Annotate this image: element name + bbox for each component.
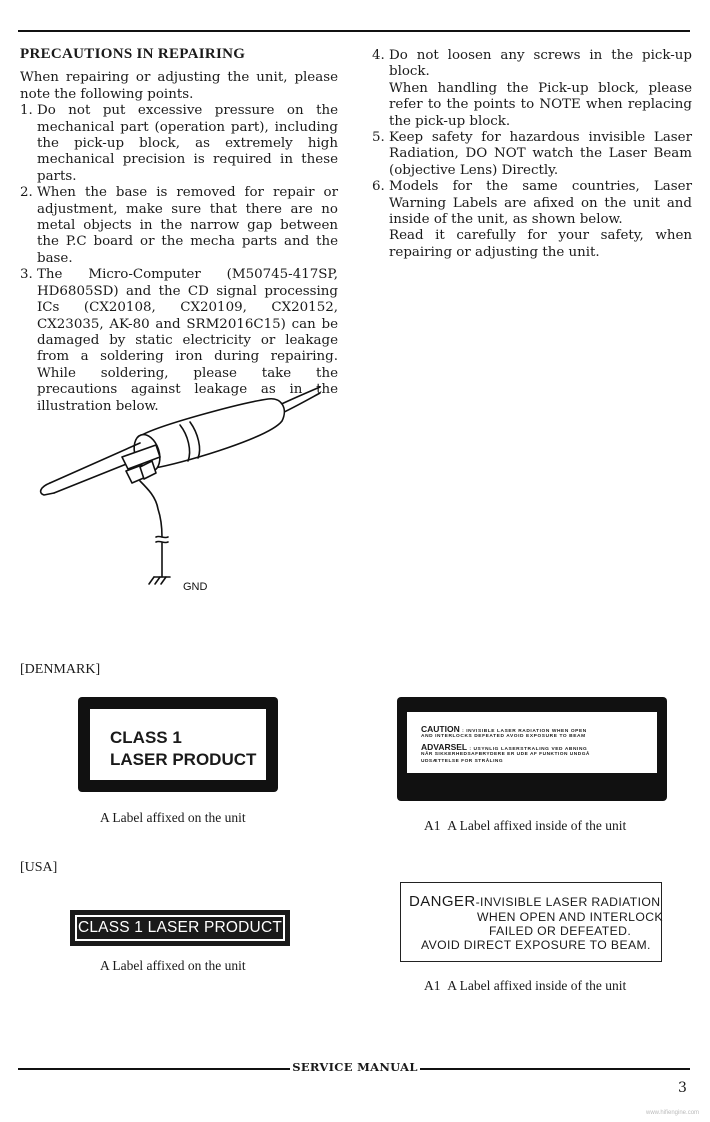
- advarsel-text-3: UDSÆTTELSE FOR STRÅLING: [421, 759, 504, 764]
- item-number: 2.: [20, 185, 33, 201]
- watermark: www.hifiengine.com: [646, 1110, 700, 1116]
- left-column: [20, 46, 338, 415]
- caption-usa-unit: A Label affixed on the unit: [100, 958, 246, 973]
- item-text: Read it carefully for your safety, when repairing or adjusting the unit.: [389, 228, 692, 260]
- page-number: 3: [678, 1080, 687, 1096]
- label-line-1: CLASS 1: [110, 728, 182, 747]
- footer-label: SERVICE MANUAL: [292, 1060, 418, 1074]
- item-number: 6.: [372, 179, 385, 195]
- item-text: Do not put excessive pressure on the mechanical part (operation part), including the pick-up block, as extremely high mechanical precision is required in these parts.: [37, 103, 338, 184]
- item-text: When the base is removed for repair or adjustment, make sure that there are no metal objects in the narrow gap between the P.C board or the mecha parts and the base.: [37, 185, 338, 266]
- list-item: [372, 179, 692, 261]
- caption-denmark-inside: A1 A Label affixed inside of the unit: [424, 818, 627, 833]
- class1-label-usa-text: CLASS 1 LASER PRODUCT: [75, 915, 285, 941]
- danger-line-1: -INVISIBLE LASER RADIATION: [475, 895, 661, 909]
- caption-ref: A1: [424, 978, 441, 993]
- top-rule: [18, 30, 690, 32]
- precautions-list-left: [20, 103, 338, 415]
- item-text: Keep safety for hazardous invisible Laser Radiation, DO NOT watch the Laser Beam (objective Lens) Directly.: [389, 130, 692, 178]
- list-item: [372, 130, 692, 179]
- caution-text-2: AND INTERLOCKS DEFEATED AVOID EXPOSURE TO BEAM: [421, 734, 586, 739]
- item-number: 1.: [20, 103, 33, 119]
- item-text: The Micro-Computer (M50745-417SP, HD6805SD) and the CD signal processing ICs (CX20108, CX20109, CX20152, CX23035, AK-80 and SRM2016C15) can be damaged by static electricity or leakage from a soldering iron during repairing. While soldering, please take the precautions against leakage as in the illustration below.: [37, 267, 338, 414]
- danger-word: DANGER: [409, 893, 476, 910]
- section-title: PRECAUTIONS IN REPAIRING: [20, 46, 246, 62]
- precautions-list-right: [372, 48, 692, 261]
- caution-text-1: : INVISIBLE LASER RADIATION WHEN OPEN: [462, 729, 587, 734]
- region-heading-usa: [USA]: [20, 860, 58, 875]
- list-item: [20, 103, 338, 185]
- caption-usa-inside: A1 A Label affixed inside of the unit: [424, 978, 627, 993]
- item-number: 4.: [372, 48, 385, 63]
- item-number: 3.: [20, 267, 33, 283]
- danger-line-2: WHEN OPEN AND INTERLOCK: [477, 910, 663, 924]
- advarsel-word: ADVARSEL: [421, 742, 467, 752]
- region-heading-denmark: [DENMARK]: [20, 662, 101, 677]
- class1-label-usa: [70, 910, 290, 946]
- caption-denmark-unit: A Label affixed on the unit: [100, 810, 246, 825]
- danger-label-usa: [400, 882, 662, 962]
- advarsel-text-1: : USYNLIG LASERSTRALING VED ABNING: [469, 747, 588, 752]
- advarsel-text-2: NÅR SIKKERHEDSAFBRYDERE ER UDE AF FUNKTION UNDGÅ: [421, 752, 590, 757]
- caution-word: CAUTION: [421, 724, 460, 734]
- danger-line-3: FAILED OR DEFEATED.: [489, 924, 632, 938]
- intro-paragraph: When repairing or adjusting the unit, please note the following points.: [20, 70, 338, 102]
- caution-label-denmark: [397, 697, 667, 801]
- caption-ref: A1: [424, 818, 441, 833]
- label-line-2: LASER PRODUCT: [110, 750, 257, 769]
- item-text: Models for the same countries, Laser Warning Labels are afixed on the unit and inside of the unit, as shown below.: [389, 179, 692, 228]
- item-text: Do not loosen any screws in the pick-up block.: [389, 48, 692, 80]
- item-text: When handling the Pick-up block, please refer to the points to NOTE when replacing the pick-up block.: [389, 80, 692, 129]
- soldering-iron-illustration: [30, 385, 330, 600]
- list-item: [20, 185, 338, 267]
- item-number: 5.: [372, 130, 385, 146]
- danger-line-4: AVOID DIRECT EXPOSURE TO BEAM.: [421, 938, 651, 952]
- list-item: [372, 48, 692, 130]
- gnd-label: GND: [183, 581, 208, 593]
- class1-label-denmark: [78, 697, 278, 792]
- right-column: [372, 48, 692, 261]
